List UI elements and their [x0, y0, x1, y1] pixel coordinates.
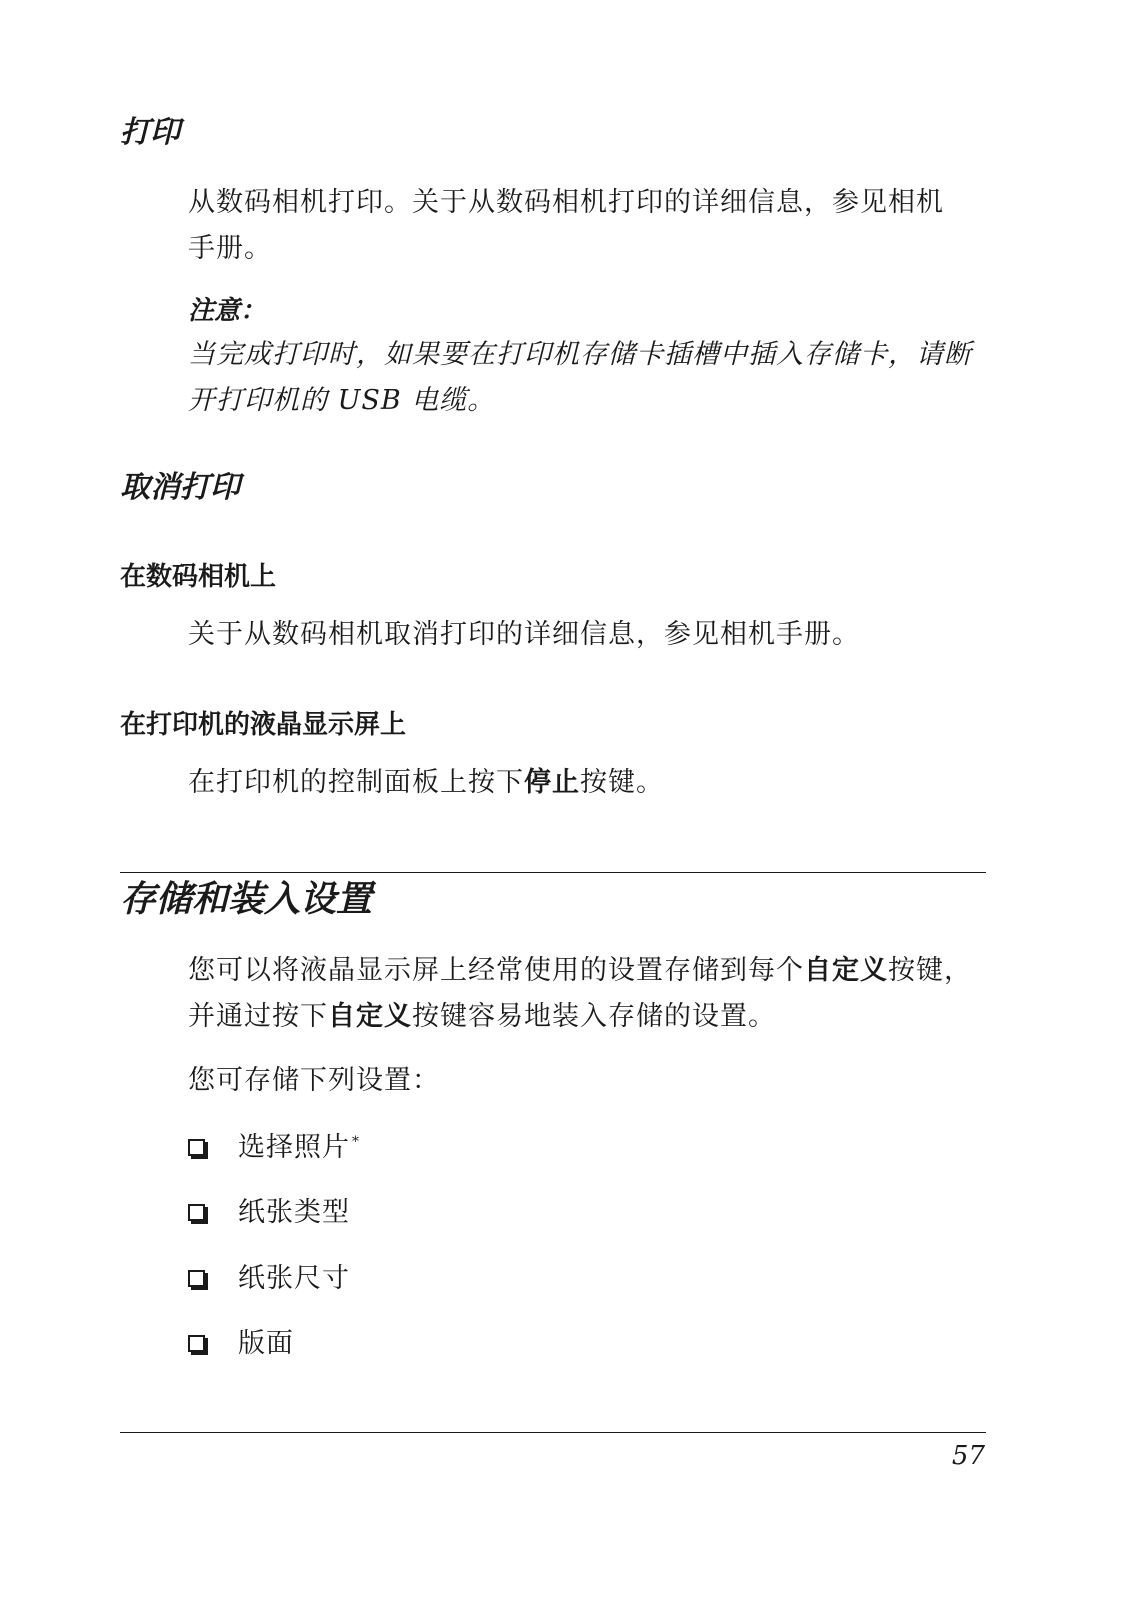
print-paragraph-line2: 手册。 — [188, 233, 272, 264]
page-number: 57 — [951, 1441, 985, 1471]
note-text-line1: 当完成打印时，如果要在打印机存储卡插槽中插入存储卡，请断 — [188, 339, 972, 370]
p1-line2-after: 按键容易地装入存储的设置。 — [412, 1001, 776, 1032]
checkbox-icon — [188, 1204, 205, 1221]
cancel-lcd-text-after: 按键。 — [580, 767, 664, 798]
save-load-paragraph — [188, 948, 1008, 1040]
section-title-cancel: 取消打印 — [120, 470, 240, 505]
print-paragraph — [188, 180, 988, 272]
note-label: 注意： — [188, 296, 267, 326]
section-title-save-load: 存储和装入设置 — [120, 879, 373, 920]
checkbox-icon — [188, 1270, 205, 1287]
save-load-paragraph-line1 — [188, 948, 1008, 994]
list-item — [188, 1264, 350, 1292]
custom-button-label-2: 自定义 — [328, 1001, 412, 1032]
list-item — [188, 1133, 360, 1161]
stop-button-label: 停止 — [524, 767, 580, 798]
list-item-label: 纸张尺寸 — [238, 1262, 350, 1294]
footer-divider — [120, 1432, 986, 1433]
save-load-list-intro: 您可存储下列设置： — [188, 1065, 440, 1096]
custom-button-label: 自定义 — [804, 955, 888, 986]
note-text — [188, 332, 988, 424]
footnote-marker: * — [352, 1133, 360, 1150]
list-item-text: 选择照片 — [238, 1131, 350, 1163]
cancel-lcd-text — [188, 760, 988, 806]
save-load-paragraph-line2 — [188, 994, 1008, 1040]
list-item — [188, 1198, 350, 1226]
list-item-label — [238, 1131, 360, 1163]
section-title-print: 打印 — [120, 115, 180, 150]
list-item — [188, 1329, 294, 1357]
subheading-on-camera: 在数码相机上 — [120, 562, 277, 592]
note-text-line2: 开打印机的 USB 电缆。 — [188, 385, 496, 416]
p1-line2-before: 并通过按下 — [188, 1001, 328, 1032]
list-item-label: 版面 — [238, 1327, 294, 1359]
cancel-lcd-text-before: 在打印机的控制面板上按下 — [188, 767, 524, 798]
section-divider-top — [120, 872, 986, 873]
subheading-on-lcd: 在打印机的液晶显示屏上 — [120, 710, 407, 740]
p1-line1-before: 您可以将液晶显示屏上经常使用的设置存储到每个 — [188, 955, 804, 986]
print-paragraph-line1: 从数码相机打印。关于从数码相机打印的详细信息，参见相机 — [188, 187, 944, 218]
checkbox-icon — [188, 1139, 205, 1156]
cancel-camera-text: 关于从数码相机取消打印的详细信息，参见相机手册。 — [188, 619, 860, 650]
list-item-label: 纸张类型 — [238, 1196, 350, 1228]
checkbox-icon — [188, 1335, 205, 1352]
p1-line1-after: 按键， — [888, 955, 972, 986]
